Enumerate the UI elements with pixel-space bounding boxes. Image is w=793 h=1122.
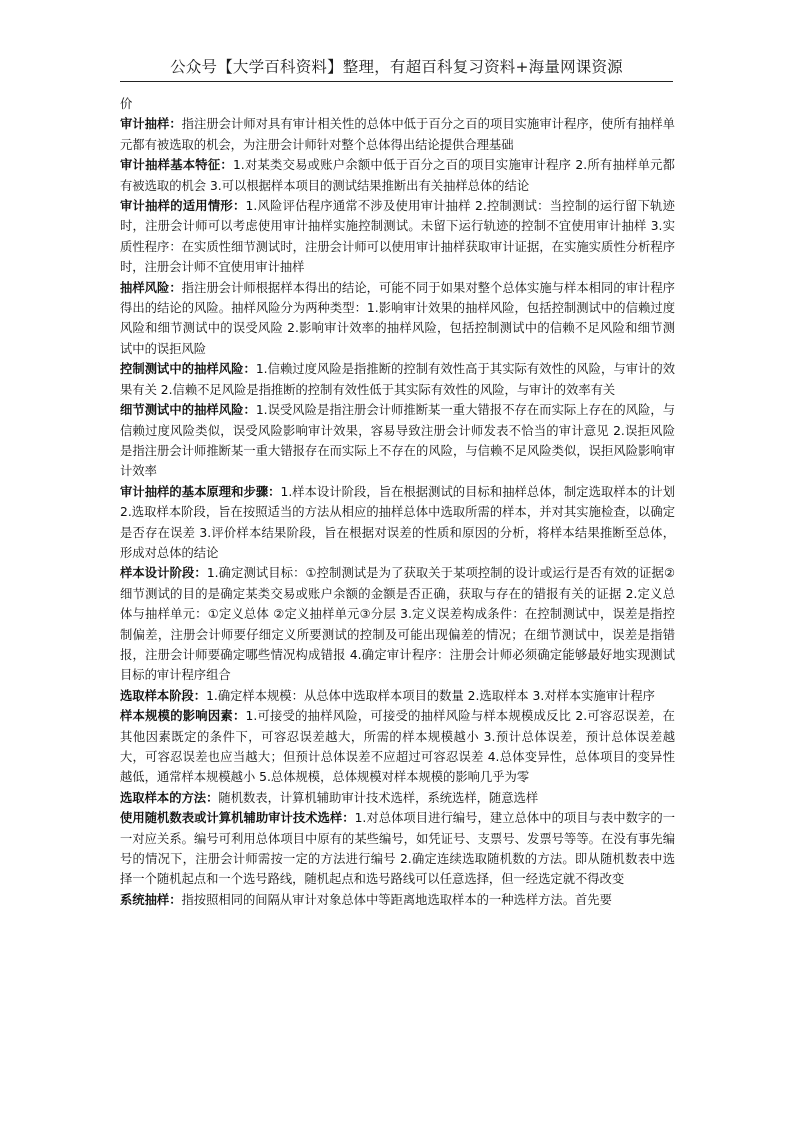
paragraph-text: 指注册会计师根据样本得出的结论，可能不同于如果对整个总体实施与样本相同的审计程序得出的结论的风险。抽样风险分为两种类型：1.影响审计效果的抽样风险，包括控制测试中的信赖过度风险和细节测试中的误受风险 2.影响审计效率的抽样风险，包括控制测试中的信赖不足风险和细节测试中的误拒风险 [120, 280, 675, 356]
document-body [120, 94, 675, 910]
paragraph-text: 1.可接受的抽样风险，可接受的抽样风险与样本规模成反比 2.可容忍误差，在其他因素既定的条件下，可容忍误差越大，所需的样本规模越小 3.预计总体误差，预计总体误差越大，可容忍误差也应当越大；但预计总体误差不应超过可容忍误差 4.总体变异性，总体项目的变异性越低，通常样本规模越小 5.总体规模，总体规模对样本规模的影响几乎为零 [120, 709, 675, 785]
paragraph-term: 细节测试中的抽样风险： [120, 403, 256, 418]
paragraph-term: 抽样风险： [120, 280, 182, 295]
paragraph-audit-sampling [120, 114, 675, 155]
paragraph-sample-size-factors [120, 706, 675, 788]
paragraph-basic-features [120, 155, 675, 196]
paragraph-selection-methods [120, 788, 675, 808]
page-header: 公众号【大学百科资料】整理，有超百科复习资料+海量网课资源 [170, 58, 623, 76]
paragraph-term: 样本规模的影响因素： [120, 709, 246, 724]
paragraph-text: 指注册会计师对具有审计相关性的总体中低于百分之百的项目实施审计程序，使所有抽样单元都有被选取的机会，为注册会计师针对整个总体得出结论提供合理基础 [120, 117, 675, 152]
paragraph-text: 1.风险评估程序通常不涉及使用审计抽样 2.控制测试：当控制的运行留下轨迹时，注册会计师可以考虑使用审计抽样实施控制测试。未留下运行轨迹的控制不宜使用审计抽样 3.实质性程序：在实质性细节测试时，注册会计师可以使用审计抽样获取审计证据，在实施实质性分析程序时，注册会计师不宜使用审计抽样 [120, 199, 675, 275]
paragraph-term: 系统抽样： [120, 892, 182, 907]
paragraph-text: 1.确定样本规模：从总体中选取样本项目的数量 2.选取样本 3.对样本实施审计程序 [206, 688, 655, 703]
paragraph-detail-test-risk [120, 400, 675, 482]
paragraph-term: 审计抽样基本特征： [120, 158, 233, 173]
paragraph-term: 审计抽样的适用情形： [120, 199, 246, 214]
paragraph-sampling-risk [120, 278, 675, 360]
paragraph-text: 随机数表，计算机辅助审计技术选样，系统选样，随意选样 [218, 790, 539, 805]
paragraph-term: 选取样本的方法： [120, 790, 219, 805]
paragraph-text: 1.样本设计阶段，旨在根据测试的目标和抽样总体，制定选取样本的计划 2.选取样本阶段，旨在按照适当的方法从相应的抽样总体中选取所需的样本，并对其实施检查，以确定是否存在误差 3.评价样本结果阶段，旨在根据对误差的性质和原因的分析，将样本结果推断至总体，形成对总体的结论 [120, 484, 675, 560]
paragraph-control-test-risk [120, 359, 675, 400]
paragraph-selection-stage [120, 686, 675, 706]
paragraph-principles-steps [120, 482, 675, 564]
paragraph-continuation [120, 94, 675, 114]
paragraph-random-number-table [120, 808, 675, 890]
paragraph-text: 1.误受风险是指注册会计师推断某一重大错报不存在而实际上存在的风险，与信赖过度风险类似，误受风险影响审计效果，容易导致注册会计师发表不恰当的审计意见 2.误拒风险是指注册会计师推断某一重大错报存在而实际上不存在的风险，与信赖不足风险类似，误拒风险影响审计效率 [120, 403, 675, 479]
paragraph-text: 1.确定测试目标：①控制测试是为了获取关于某项控制的设计或运行是否有效的证据②细节测试的目的是确定某类交易或账户余额的金额是否正确，获取与存在的错报有关的证据 2.定义总体与抽样单元：①定义总体 ②定义抽样单元③分层 3.定义误差构成条件：在控制测试中，误差是指控制偏差，注册会计师要仔细定义所要测试的控制及可能出现偏差的情况；在细节测试中，误差是指错报，注册会计师要确定哪些情况构成错报 4.确定审计程序：注册会计师必须确定能够最好地实现测试目标的审计程序组合 [120, 566, 675, 683]
paragraph-term: 样本设计阶段： [120, 566, 207, 581]
header-divider [120, 81, 673, 82]
paragraph-text: 1.对某类交易或账户余额中低于百分之百的项目实施审计程序 2.所有抽样单元都有被选取的机会 3.可以根据样本项目的测试结果推断出有关抽样总体的结论 [120, 158, 675, 193]
paragraph-systematic-sampling [120, 890, 675, 910]
paragraph-text: 1.对总体项目进行编号，建立总体中的项目与表中数字的一一对应关系。编号可利用总体项目中原有的某些编号，如凭证号、支票号、发票号等等。在没有事先编号的情况下，注册会计师需按一定的方法进行编号 2.确定连续选取随机数的方法。即从随机数表中选择一个随机起点和一个选号路线，随机起点和选号路线可以任意选择，但一经选定就不得改变 [120, 811, 675, 887]
paragraph-term: 选取样本阶段： [120, 688, 207, 703]
paragraph-term: 控制测试中的抽样风险： [120, 362, 256, 377]
paragraph-applicable-situations [120, 196, 675, 278]
paragraph-text: 指按照相同的间隔从审计对象总体中等距离地选取样本的一种选样方法。首先要 [181, 892, 612, 907]
paragraph-text: 价 [120, 97, 133, 111]
paragraph-design-stage [120, 563, 675, 685]
paragraph-term: 审计抽样的基本原理和步骤： [120, 484, 281, 499]
paragraph-term: 审计抽样： [120, 117, 182, 132]
paragraph-term: 使用随机数表或计算机辅助审计技术选样： [120, 811, 355, 826]
paragraph-text: 1.信赖过度风险是指推断的控制有效性高于其实际有效性的风险，与审计的效果有关 2.信赖不足风险是指推断的控制有效性低于其实际有效性的风险，与审计的效率有关 [120, 362, 675, 397]
